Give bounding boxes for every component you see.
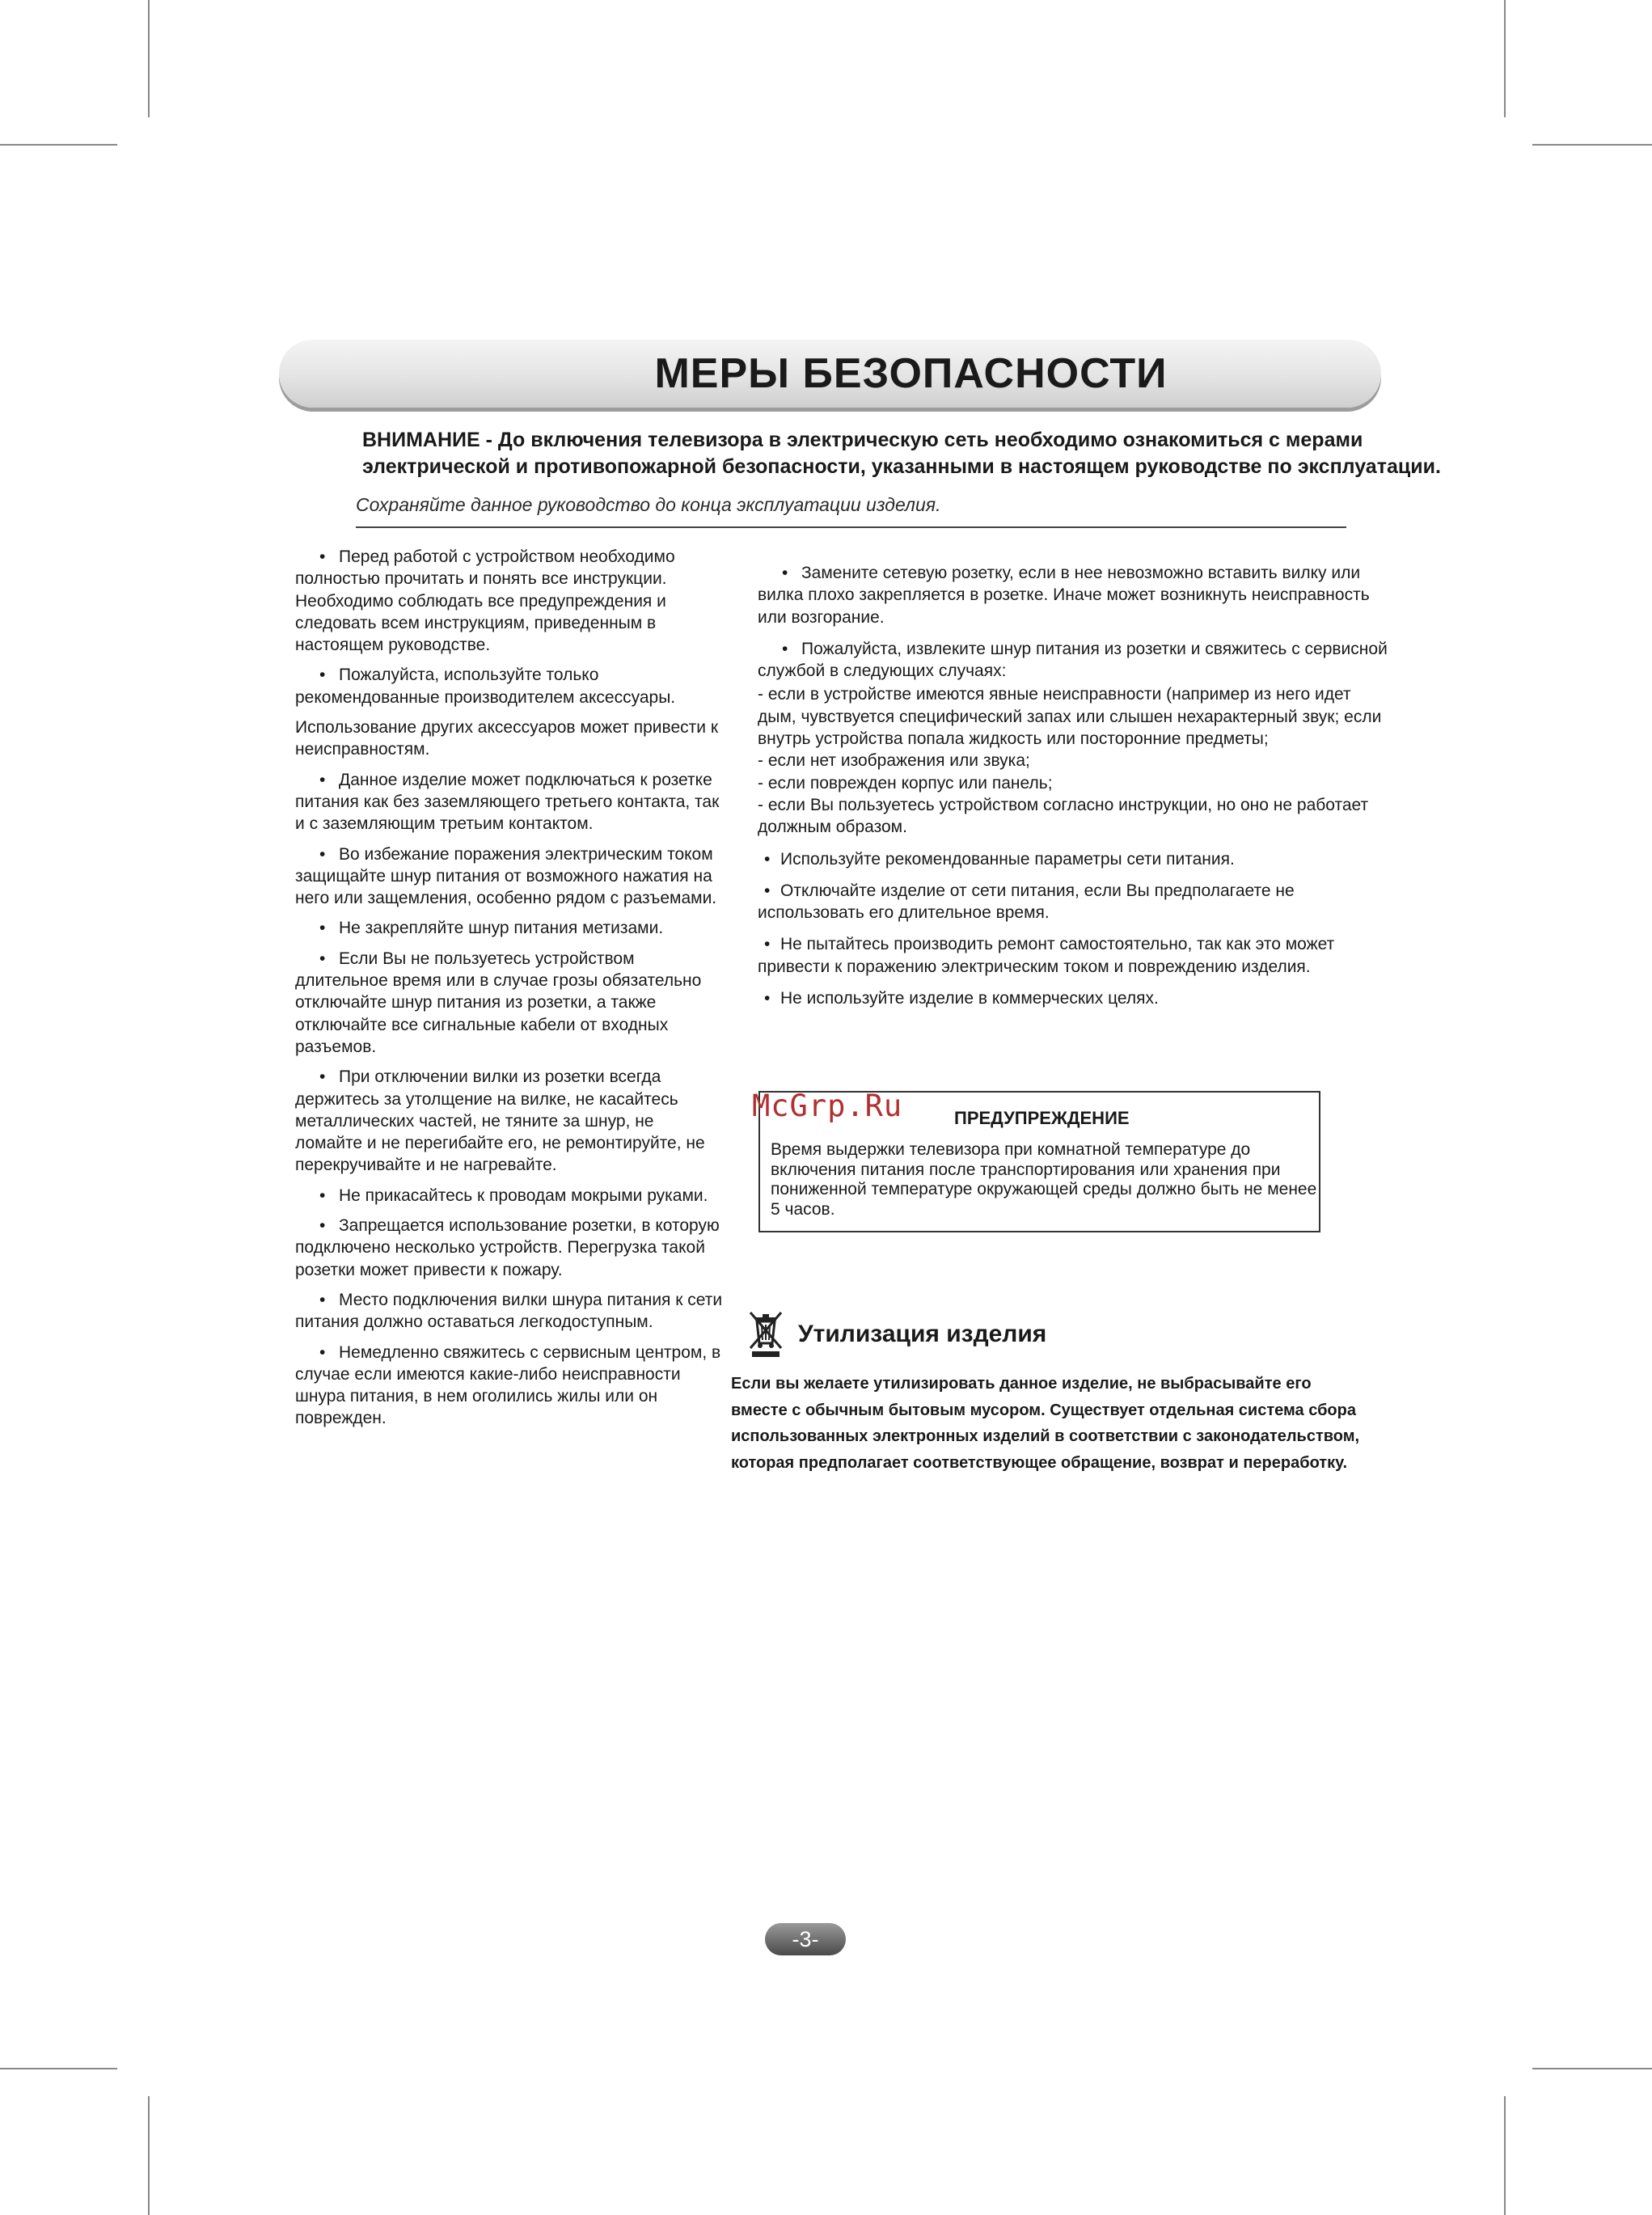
crop-mark <box>1532 144 1652 146</box>
crop-mark <box>148 2096 150 2215</box>
divider <box>356 526 1346 528</box>
safety-item: • Перед работой с устройством необходимо полностью прочитать и понять все инструкции. Необходимо соблюдать все предупреждения и следовать всем инструкциям, приведенным в настоящем руководстве. <box>295 547 675 655</box>
caution-text: Время выдержки телевизора при комнатной температуре до включения питания после транспортирования или хранения при пониженной температуре окружающей среды должно быть не менее 5 часов. <box>771 1140 1317 1219</box>
safety-item: • При отключении вилки из розетки всегда держитесь за утолщение на вилке, не касайтесь металлических частей, не тяните за шнур, не ломайте и не перегибайте его, не ремонтируйте, не перекручивайте и не нагревайте. <box>295 1067 705 1175</box>
safety-item: • Место подключения вилки шнура питания к сети питания должно оставаться легкодоступным. <box>295 1290 723 1332</box>
disposal-text: Если вы желаете утилизировать данное изделие, не выбрасывайте его вместе с обычным бытовым мусором. Существует отдельная система сбора использованных электронных изделий в соответствии с законодательством, которая предполагает соответствующее обращение, возврат и переработку. <box>731 1375 1360 1472</box>
safety-item: • Немедленно свяжитесь с сервисным центром, в случае если имеются какие-либо неисправности шнура питания, в нем оголились жилы или он поврежден. <box>295 1342 721 1428</box>
crop-mark <box>0 144 117 146</box>
safety-item: • Не закрепляйте шнур питания метизами. <box>319 919 664 938</box>
caution-title: ПРЕДУПРЕЖДЕНИЕ <box>954 1108 1130 1128</box>
safety-item: • Используйте рекомендованные параметры сети питания. <box>764 849 1235 869</box>
crop-mark <box>1504 0 1506 117</box>
left-column <box>295 546 724 1438</box>
safety-item: • Данное изделие может подключаться к розетке питания как без заземляющего третьего контакта, так и с заземляющим третьим контактом. <box>295 770 720 834</box>
warning-line-1: ВНИМАНИЕ - До включения телевизора в электрическую сеть необходимо ознакомиться с мерами <box>362 429 1363 451</box>
safety-item: • Пожалуйста, используйте только рекомендованные производителем аксессуары. <box>295 666 676 707</box>
service-case: - если Вы пользуетесь устройством согласно инструкции, но оно не работает должным образом. <box>758 795 1369 837</box>
crop-mark <box>148 0 150 117</box>
crossed-bin-icon <box>744 1308 788 1358</box>
right-column <box>758 562 1388 1019</box>
safety-item: • Пожалуйста, извлеките шнур питания из розетки и свяжитесь с сервисной службой в следующих случаях: <box>758 639 1388 681</box>
service-case: - если в устройстве имеются явные неисправности (например из него идет дым, чувствуется специфический запах или слышен нехарактерный звук; если внутрь устройства попала жидкость или посторонние предметы; <box>758 685 1382 749</box>
safety-item: • Не прикасайтесь к проводам мокрыми руками. <box>319 1186 708 1205</box>
watermark: McGrp.Ru <box>752 1088 903 1123</box>
safety-item: Использование других аксессуаров может привести к неисправностям. <box>295 718 719 759</box>
safety-item: • Не используйте изделие в коммерческих целях. <box>764 989 1159 1008</box>
safety-item: • Не пытайтесь производить ремонт самостоятельно, так как это может привести к поражению электрическим током и повреждению изделия. <box>758 935 1335 976</box>
disposal-title: Утилизация изделия <box>798 1321 1047 1347</box>
safety-item: • Во избежание поражения электрическим током защищайте шнур питания от возможного нажатия на него или защемления, особенно рядом с разъемами. <box>295 844 717 908</box>
warning-intro <box>362 427 1446 480</box>
keep-manual-note: Сохраняйте данное руководство до конца эксплуатации изделия. <box>356 494 941 515</box>
crop-mark <box>1532 2068 1652 2069</box>
crop-mark <box>1504 2096 1506 2215</box>
safety-item: • Запрещается использование розетки, в которую подключено несколько устройств. Перегрузка такой розетки может привести к пожару. <box>295 1216 720 1279</box>
service-case: - если нет изображения или звука; <box>758 751 1030 771</box>
safety-item: • Отключайте изделие от сети питания, если Вы предполагаете не использовать его длительное время. <box>758 881 1295 923</box>
safety-item: • Замените сетевую розетку, если в нее невозможно вставить вилку или вилка плохо закрепляется в розетке. Иначе может возникнуть неисправность или возгорание. <box>758 564 1370 627</box>
safety-item: • Если Вы не пользуетесь устройством длительное время или в случае грозы обязательно отключайте шнур питания из розетки, а также отключайте все сигнальные кабели от входных разъемов. <box>295 949 702 1056</box>
warning-label: ВНИМАНИЕ - <box>362 429 498 451</box>
page-title: МЕРЫ БЕЗОПАСНОСТИ <box>654 350 1168 397</box>
warning-line-2: электрической и противопожарной безопасности, указанными в настоящем руководстве по эксплуатации. <box>362 455 1441 478</box>
service-case: - если поврежден корпус или панель; <box>758 773 1053 793</box>
crop-mark <box>0 2068 117 2069</box>
header-banner <box>279 340 1381 408</box>
page-number: -3- <box>765 1923 846 1955</box>
